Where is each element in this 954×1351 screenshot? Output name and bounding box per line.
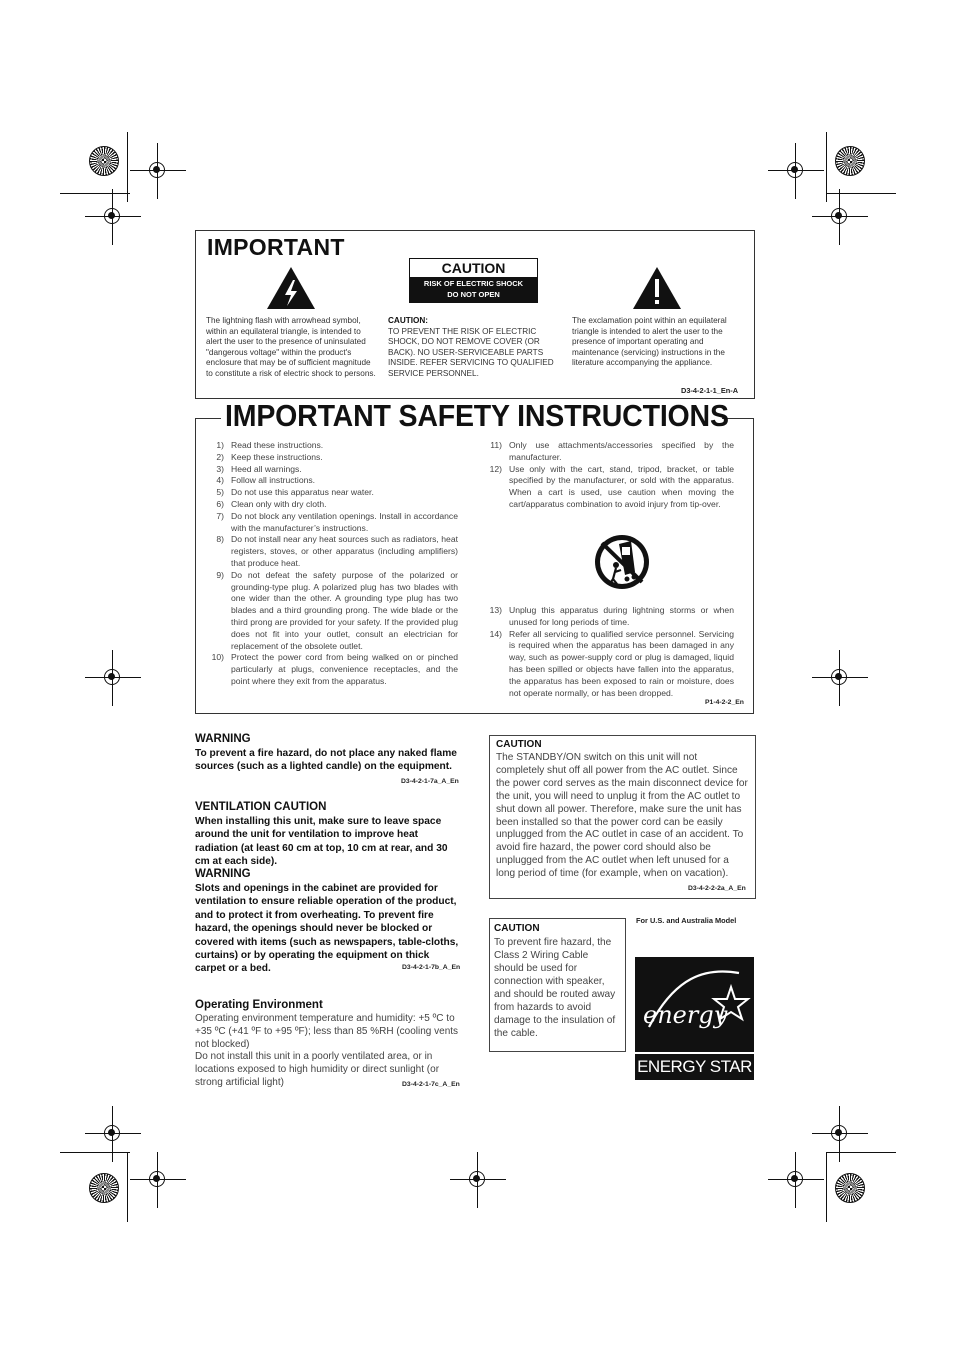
safety-list-item (480, 605, 734, 629)
registration-crosshair-icon (99, 664, 127, 692)
crop-line (127, 132, 128, 202)
energy-star-script: energy (643, 1001, 728, 1029)
standby-caution-heading: CAUTION (496, 739, 542, 750)
registration-crosshair-icon (782, 1166, 810, 1194)
warning-slots-text: Slots and openings in the cabinet are provided for ventilation to ensure reliable operation of the product, and to protect it from overheating. To prevent fire hazard, the openings should never be blocked or covered with items (such as newspapers, table-cloths, curtains) or by operating the equipment on thick carpet or a bed. (195, 883, 459, 975)
registration-crosshair-icon (782, 157, 810, 185)
warning-heading: WARNING (195, 733, 251, 745)
warning-fire-code: D3-4-2-1-7a_A_En (401, 778, 459, 785)
safety-item-text: Heed all warnings. (231, 463, 302, 474)
standby-caution-text: The STANDBY/ON switch on this unit will not completely shut off all power from the AC outlet. Since the power cord serves as the main disconnect device for the unit, you will need to unplug it from the AC outlet to shut down all power. Therefore, make sure the unit has been installed so that the power cord can be easily unplugged from the AC outlet in case of an accident. To avoid fire hazard, the power cord should also be unplugged from the AC outlet when left unused for a long period of time (for example, when on vacation). (496, 752, 748, 880)
safety-item-text: Only use attachments/accessories specified by the manufacturer. (509, 440, 734, 462)
safety-list-right-bottom (480, 605, 734, 699)
safety-item-text: Clean only with dry cloth. (231, 498, 327, 509)
safety-item-text: Do not defeat the safety purpose of the polarized or grounding-type plug. A polarized plug has two blades with one wider than the other. A grounding type plug has two blades and a third grounding prong. The wide blade or the third prong are provided for your safety. If the provided plug does not fit into your outlet, consult an electrician for replacement of the obsolete outlet. (231, 569, 458, 651)
caution-label-line2: DO NOT OPEN (447, 290, 500, 299)
safety-list-item (202, 499, 458, 511)
operating-text-2: Do not install this unit in a poorly ventilated area, or in locations exposed to high humidity or direct sunlight (or strong artificial light) (195, 1051, 440, 1088)
operating-text (195, 1013, 463, 1090)
safety-item-text: Protect the power cord from being walked on or pinched particularly at plugs, convenience receptacles, and the point where they exit from the apparatus. (231, 652, 458, 686)
safety-instructions-title: IMPORTANT SAFETY INSTRUCTIONS (225, 398, 729, 433)
operating-heading: Operating Environment (195, 999, 323, 1011)
crop-line (826, 132, 827, 202)
safety-list-item (480, 629, 734, 700)
safety-list-item (202, 652, 458, 687)
registration-star-icon (89, 146, 119, 176)
caution-label (409, 258, 538, 303)
crop-line (826, 1152, 896, 1153)
safety-item-number: 13) (489, 605, 502, 615)
safety-list-right-top (480, 440, 734, 511)
safety-list-item (202, 464, 458, 476)
caution-description (388, 316, 558, 380)
safety-item-text: Follow all instructions. (231, 475, 316, 486)
important-code: D3-4-2-1-1_En-A (681, 386, 739, 395)
important-title: IMPORTANT (207, 234, 345, 260)
crop-line (826, 193, 896, 194)
safety-item-number: 12) (489, 463, 502, 474)
registration-crosshair-icon (99, 203, 127, 231)
safety-list-item (202, 570, 458, 653)
safety-list-item (202, 511, 458, 535)
exclamation-description: The exclamation point within an equilateral triangle is intended to alert the user to the presence of important operating and maintenance (servicing) instructions in the literature accompanying the appliance. (572, 316, 727, 368)
safety-list-item (480, 440, 734, 464)
safety-item-number: 5) (216, 487, 224, 498)
safety-list-item (202, 534, 458, 569)
safety-list-item (202, 452, 458, 464)
standby-caution-code: D3-4-2-2-2a_A_En (688, 885, 746, 892)
crop-line (127, 1152, 128, 1222)
registration-star-icon (835, 146, 865, 176)
registration-crosshair-icon (826, 1120, 854, 1148)
registration-crosshair-icon (144, 1166, 172, 1194)
safety-list-item (202, 487, 458, 499)
operating-code: D3-4-2-1-7c_A_En (402, 1081, 460, 1088)
registration-crosshair-icon (826, 203, 854, 231)
safety-code: P1-4-2-2_En (705, 699, 744, 706)
safety-item-number: 10) (211, 652, 224, 663)
safety-item-number: 3) (216, 463, 224, 474)
warning-fire-text: To prevent a fire hazard, do not place any naked flame sources (such as a lighted candle) on the equipment. (195, 748, 457, 773)
safety-list-item (202, 475, 458, 487)
safety-item-text: Do not install near any heat sources such as radiators, heat registers, stoves, or other apparatus (including amplifiers) that produce heat. (231, 534, 458, 568)
safety-list-item (202, 440, 458, 452)
safety-item-number: 11) (490, 440, 502, 450)
safety-item-text: Do not use this apparatus near water. (231, 487, 374, 498)
crop-line (826, 1152, 827, 1222)
caution-label-title: CAUTION (441, 260, 506, 276)
safety-item-number: 14) (489, 628, 502, 639)
safety-list-left (202, 440, 458, 688)
safety-item-number: 9) (216, 569, 224, 580)
cable-caution-heading: CAUTION (494, 923, 540, 934)
operating-text-1: Operating environment temperature and humidity: +5 ºC to +35 ºC (+41 ºF to +95 ºF); less than 85 %RH (cooling vents not blocked) (195, 1013, 459, 1050)
lightning-warning-icon (266, 266, 316, 310)
cart-tipover-icon (594, 532, 650, 592)
safety-item-number: 6) (216, 498, 224, 509)
registration-crosshair-icon (99, 1120, 127, 1148)
caution-description-heading: CAUTION: (388, 316, 429, 325)
exclamation-warning-icon (632, 266, 682, 310)
warning-slots-code: D3-4-2-1-7b_A_En (402, 964, 461, 971)
crop-line (60, 193, 130, 194)
ventilation-text: When installing this unit, make sure to leave space around the unit for ventilation to improve heat radiation (at least 60 cm at top, 10 cm at rear, and 30 cm at each side). (195, 816, 448, 868)
ventilation-heading: VENTILATION CAUTION (195, 801, 327, 813)
safety-item-number: 2) (216, 451, 224, 462)
energy-star-label: ENERGY STAR (635, 1052, 754, 1080)
registration-star-icon (835, 1173, 865, 1203)
safety-item-number: 8) (216, 534, 224, 545)
safety-item-number: 1) (216, 440, 224, 450)
energy-star-model-note: For U.S. and Australia Model (636, 916, 737, 925)
crop-line (60, 1152, 130, 1153)
safety-list-item (480, 464, 734, 511)
registration-crosshair-icon (826, 664, 854, 692)
caution-label-line1: RISK OF ELECTRIC SHOCK (423, 279, 524, 288)
safety-item-text: Refer all servicing to qualified service personnel. Servicing is required when the apparatus has been damaged in any way, such as power-supply cord or plug is damaged, liquid has been spilled or objects have fallen into the apparatus, the apparatus has been exposed to rain or moisture, does not operate normally, or has been dropped. (509, 628, 734, 698)
safety-item-number: 4) (216, 475, 224, 486)
registration-star-icon (89, 1173, 119, 1203)
warning-slots-heading: WARNING (195, 868, 251, 880)
safety-item-text: Unplug this apparatus during lightning storms or when unused for long periods of time. (509, 605, 734, 627)
safety-item-text: Keep these instructions. (231, 451, 323, 462)
box-border (195, 418, 221, 419)
registration-crosshair-icon (464, 1166, 492, 1194)
caution-description-text: TO PREVENT THE RISK OF ELECTRIC SHOCK, DO NOT REMOVE COVER (OR BACK). NO USER-SERVICEABLE PARTS INSIDE. REFER SERVICING TO QUALIFIED SERVICE PERSONNEL. (388, 326, 554, 378)
lightning-description: The lightning flash with arrowhead symbol, within an equilateral triangle, is intended to alert the user to the presence of uninsulated "dangerous voltage" within the product's enclosure that may be of sufficient magnitude to constitute a risk of electric shock to persons. (206, 316, 376, 378)
registration-crosshair-icon (144, 157, 172, 185)
energy-star-logo (635, 957, 754, 1080)
safety-item-text: Read these instructions. (231, 440, 324, 450)
safety-item-text: Use only with the cart, stand, tripod, bracket, or table specified by the manufacturer, or sold with the apparatus. When a cart is used, use caution when moving the cart/apparatus combination to avoid injury from tip-over. (509, 463, 734, 509)
caution-label-subtext (410, 277, 537, 302)
safety-item-text: Do not block any ventilation openings. Install in accordance with the manufacturer’s instructions. (231, 510, 458, 533)
safety-item-number: 7) (216, 510, 224, 521)
cable-caution-text: To prevent fire hazard, the Class 2 Wiring Cable should be used for connection with speaker, and should be routed away from hazards to avoid damage to the insulation of the cable. (494, 937, 616, 1039)
